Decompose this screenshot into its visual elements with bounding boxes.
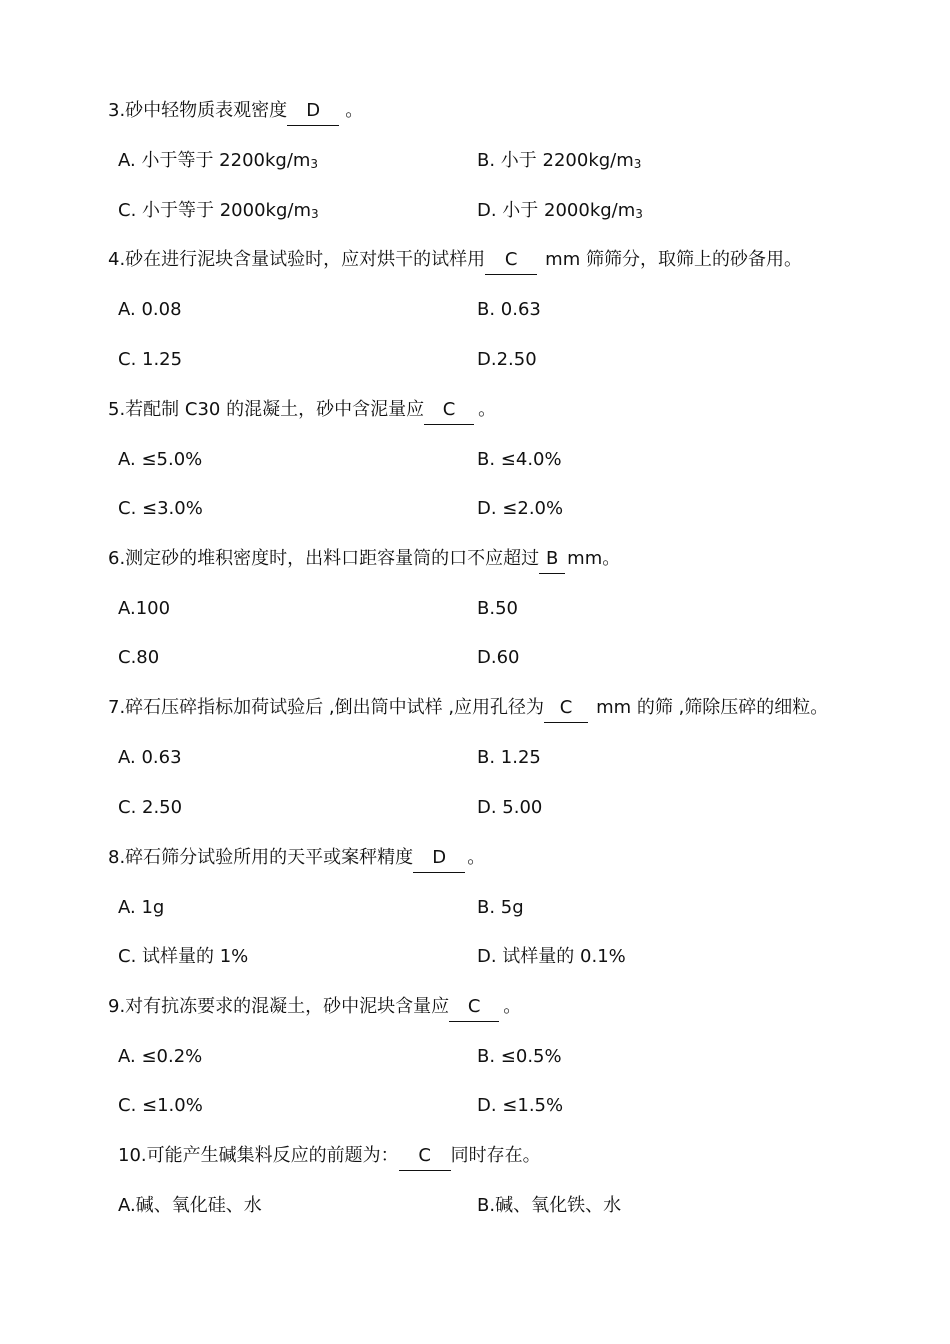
option: D. ≤2.0% xyxy=(477,498,564,519)
answer-blank: C xyxy=(399,1144,451,1171)
option: A. ≤5.0% xyxy=(118,449,203,470)
option: B. 小于 2200kg/m3 xyxy=(477,150,642,171)
question-stem-suffix: 。 xyxy=(345,100,364,121)
option: C. 试样量的 1% xyxy=(118,946,249,967)
option: A. 0.63 xyxy=(118,747,182,768)
option: A.碱、氧化硅、水 xyxy=(118,1195,262,1216)
option: C.80 xyxy=(118,647,160,668)
option: C. 1.25 xyxy=(118,349,183,370)
answer-blank: D xyxy=(413,846,465,873)
option: A. 0.08 xyxy=(118,299,182,320)
option: C. 2.50 xyxy=(118,797,183,818)
question-9-stem: 9.对有抗冻要求的混凝土，砂中泥块含量应 C 。 xyxy=(108,995,521,1022)
option: A. 小于等于 2200kg/m3 xyxy=(118,150,319,171)
answer-blank: D xyxy=(287,99,339,126)
question-stem-text: 3.砂中轻物质表观密度 xyxy=(108,100,288,121)
option: C. 小于等于 2000kg/m3 xyxy=(118,200,319,221)
option: B. 5g xyxy=(477,897,524,918)
option: B.碱、氧化铁、水 xyxy=(477,1195,622,1216)
option: D. 小于 2000kg/m3 xyxy=(477,200,643,221)
question-7-stem: 7.碎石压碎指标加荷试验后 ,倒出筒中试样 ,应用孔径为 C mm 的筛 ,筛除压碎的细粒。 xyxy=(108,696,828,723)
question-5-stem: 5.若配制 C30 的混凝土，砂中含泥量应 C 。 xyxy=(108,398,496,425)
question-4-stem: 4.砂在进行泥块含量试验时，应对烘干的试样用 C mm 筛筛分，取筛上的砂备用。 xyxy=(108,248,802,275)
option: D.2.50 xyxy=(477,349,537,370)
option: C. ≤1.0% xyxy=(118,1095,203,1116)
question-10-stem: 10.可能产生碱集料反应的前题为： C 同时存在。 xyxy=(118,1144,541,1171)
option: D. 试样量的 0.1% xyxy=(477,946,626,967)
answer-blank: B xyxy=(539,547,565,574)
question-8-stem: 8.碎石筛分试验所用的天平或案秤精度 D 。 xyxy=(108,846,485,873)
option: A. ≤0.2% xyxy=(118,1046,203,1067)
option: D. 5.00 xyxy=(477,797,543,818)
answer-blank: C xyxy=(544,696,588,723)
option: A. 1g xyxy=(118,897,165,918)
answer-blank: C xyxy=(424,398,474,425)
question-3-stem xyxy=(108,99,363,126)
option: B. ≤4.0% xyxy=(477,449,562,470)
option: A.100 xyxy=(118,598,171,619)
option: B.50 xyxy=(477,598,518,619)
option: B. 0.63 xyxy=(477,299,541,320)
answer-blank: C xyxy=(449,995,499,1022)
option: C. ≤3.0% xyxy=(118,498,203,519)
question-6-stem: 6.测定砂的堆积密度时，出料口距容量筒的口不应超过 B mm。 xyxy=(108,547,620,574)
option: D. ≤1.5% xyxy=(477,1095,564,1116)
option: B. 1.25 xyxy=(477,747,541,768)
answer-blank: C xyxy=(485,248,537,275)
option: D.60 xyxy=(477,647,520,668)
option: B. ≤0.5% xyxy=(477,1046,562,1067)
